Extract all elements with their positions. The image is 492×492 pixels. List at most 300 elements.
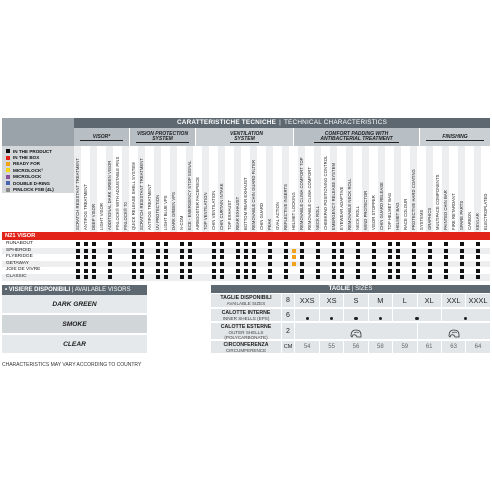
feature-marker: [476, 262, 480, 266]
column-header: [362, 146, 369, 232]
column-header: [338, 146, 345, 232]
feature-marker: [300, 275, 304, 279]
column-header: [138, 146, 145, 232]
feature-marker: [476, 269, 480, 273]
visor-smoke: [2, 315, 147, 334]
column-headers: [74, 146, 490, 232]
column-header: [218, 146, 225, 232]
feature-marker: [76, 275, 80, 279]
feature-marker: [140, 262, 144, 266]
feature-marker: [388, 255, 392, 259]
column-header-label: CHIN GUARD: [259, 202, 264, 230]
column-header: [154, 146, 161, 232]
feature-marker: [284, 249, 288, 253]
feature-marker: [292, 255, 296, 259]
feature-marker: [188, 249, 192, 253]
inner-shell-dot: [319, 309, 343, 321]
feature-marker: [156, 242, 160, 246]
sizes-row-label: [211, 309, 281, 321]
group-header-row: [74, 128, 490, 146]
column-header-label: CHEEKPAD POSITIONING CONTROL: [323, 155, 328, 230]
column-header-label: RACE COLOUR: [403, 198, 408, 230]
size-label: XS: [326, 296, 337, 305]
group-visor: [74, 128, 130, 146]
column-header-label: ELECTROPLATED: [483, 193, 488, 230]
feature-marker: [412, 262, 416, 266]
header-corner: [2, 118, 74, 146]
column-header-label: WIND PROTECTOR: [363, 190, 368, 230]
feature-marker: [300, 269, 304, 273]
column-header: [298, 146, 305, 232]
legend-item: [6, 186, 74, 192]
feature-marker: [132, 249, 136, 253]
feature-marker: [92, 269, 96, 273]
feature-marker: [244, 249, 248, 253]
column-header: [450, 146, 457, 232]
group-comfort-label: COMFORT PADDING WITH ANTIBACTERIAL TREATMENT: [314, 132, 399, 143]
column-header-label: DEEP VISOR: [91, 203, 96, 230]
sizes-row: [211, 309, 490, 322]
sizes-row-count: 6: [286, 312, 290, 319]
feature-marker: [132, 242, 136, 246]
visor-label: SMOKE: [62, 321, 87, 328]
feature-marker: [428, 269, 432, 273]
group-ventilation: [196, 128, 294, 146]
column-header-label: QUICK RELEASE SHELL SYSTEM: [131, 162, 136, 230]
feature-marker: [356, 262, 360, 266]
feature-marker: [444, 242, 448, 246]
feature-marker: [180, 255, 184, 259]
sizes-row: [211, 341, 490, 354]
sizes-row-count: 8: [286, 297, 290, 304]
legend-swatch: [6, 181, 10, 185]
column-header: [330, 146, 337, 232]
feature-marker: [476, 242, 480, 246]
feature-marker: [212, 275, 216, 279]
column-header-label: REMOVABLE NECK ROLL: [347, 178, 352, 230]
feature-marker: [476, 275, 480, 279]
product-row: [2, 274, 490, 281]
feature-marker: [316, 275, 320, 279]
feature-marker: [180, 275, 184, 279]
feature-marker: [356, 275, 360, 279]
feature-marker: [412, 255, 416, 259]
sizes-row-title: CALOTTE ESTERNE: [220, 324, 272, 330]
feature-marker: [164, 255, 168, 259]
column-header-label: REMOVABLE CLIMA COMFORT: [307, 167, 312, 230]
product-row: [2, 261, 490, 268]
column-header: [106, 146, 113, 232]
legend-label: READY FOR: [13, 161, 40, 167]
sizes-row-label: [211, 294, 281, 307]
feature-marker: [164, 242, 168, 246]
feature-marker: [132, 262, 136, 266]
column-header-label: SPARE PARTS: [459, 200, 464, 230]
feature-marker: [476, 255, 480, 259]
inner-shell-dot: [393, 309, 442, 321]
column-header-label: BOTTOM REAR EXHAUST: [243, 177, 248, 230]
inner-shell-dot: [295, 309, 319, 321]
column-header: [370, 146, 377, 232]
feature-marker: [284, 275, 288, 279]
feature-marker: [244, 262, 248, 266]
feature-marker: [220, 269, 224, 273]
feature-marker: [396, 249, 400, 253]
group-finishing-label: FINISHING: [426, 135, 484, 141]
feature-marker: [252, 275, 256, 279]
column-header-label: KEVLAR: [475, 213, 480, 230]
feature-marker: [340, 269, 344, 273]
feature-marker: [156, 255, 160, 259]
column-header: [82, 146, 89, 232]
feature-marker: [332, 275, 336, 279]
feature-marker: [220, 275, 224, 279]
legend-swatch: [6, 168, 10, 172]
column-header: [482, 146, 489, 232]
column-header: [282, 146, 289, 232]
group-ventilation-label: VENTILATION SYSTEM: [230, 131, 263, 142]
feature-marker: [140, 275, 144, 279]
feature-marker: [156, 262, 160, 266]
helmet-icon: [295, 323, 417, 339]
column-header: [226, 146, 233, 232]
feature-marker: [372, 242, 376, 246]
size-label: XL: [424, 296, 434, 305]
title-english: TECHNICAL CHARACTERISTICS: [283, 119, 388, 126]
legend-swatch: [6, 175, 10, 179]
column-header: [410, 146, 417, 232]
column-header-label: UV PROTECTION: [155, 194, 160, 230]
feature-marker: [76, 262, 80, 266]
feature-marker: [268, 262, 272, 266]
feature-marker: [188, 242, 192, 246]
feature-marker: [92, 262, 96, 266]
product-name: CLASSIC: [6, 273, 27, 279]
column-header: [210, 146, 217, 232]
column-header-label: ECE - EMERGENCY STOP SIGNAL: [187, 160, 192, 230]
size-label: XXL: [446, 296, 461, 305]
column-header: [170, 146, 177, 232]
feature-marker: [140, 255, 144, 259]
sizes-header: TAGLIE | SIZES: [211, 285, 490, 293]
sizes-row-title: TAGLIE DISPONIBILI: [220, 295, 272, 301]
feature-marker: [244, 275, 248, 279]
feature-marker: [372, 275, 376, 279]
column-header-label: REMOVABLE CLIMA COMFORT TOP: [299, 157, 304, 230]
feature-marker: [76, 249, 80, 253]
feature-marker: [212, 242, 216, 246]
feature-marker: [92, 249, 96, 253]
column-header: [274, 146, 281, 232]
feature-marker: [412, 249, 416, 253]
column-header: [354, 146, 361, 232]
feature-marker: [396, 269, 400, 273]
feature-marker: [236, 262, 240, 266]
column-header: [386, 146, 393, 232]
column-header: [306, 146, 313, 232]
column-header-label: GRAPHICS: [427, 207, 432, 230]
column-header: [418, 146, 425, 232]
size-label: L: [402, 296, 407, 305]
feature-marker: [372, 269, 376, 273]
feature-marker: [76, 269, 80, 273]
column-header: [90, 146, 97, 232]
feature-marker: [132, 269, 136, 273]
feature-marker: [92, 275, 96, 279]
feature-marker: [460, 242, 464, 246]
product-row: [2, 248, 490, 255]
feature-marker: [300, 255, 304, 259]
feature-marker: [356, 255, 360, 259]
sizes-row-count: 2: [286, 328, 290, 335]
column-header: [466, 146, 473, 232]
column-header-label: REAR EXHAUST: [235, 196, 240, 230]
feature-marker: [428, 262, 432, 266]
circumference-value: 63: [450, 344, 457, 350]
inner-shell-dot: [368, 309, 392, 321]
column-header: [290, 146, 297, 232]
feature-marker: [156, 275, 160, 279]
column-header-label: ANTIFOG TREATMENT: [147, 184, 152, 230]
feature-marker: [428, 275, 432, 279]
group-finishing: [420, 128, 490, 146]
feature-marker: [388, 249, 392, 253]
product-name: JOIE DE VIVRE: [6, 267, 41, 273]
column-header-label: NECK ROLL: [315, 205, 320, 230]
visors-title-english: AVAILABLE VISORS: [74, 287, 131, 293]
feature-marker: [236, 269, 240, 273]
product-row: [2, 254, 490, 261]
feature-marker: [388, 242, 392, 246]
column-header: [474, 146, 481, 232]
feature-marker: [332, 269, 336, 273]
feature-marker: [284, 262, 288, 266]
feature-marker: [236, 275, 240, 279]
group-comfort-padding: [294, 128, 420, 146]
column-header: [162, 146, 169, 232]
feature-marker: [164, 275, 168, 279]
feature-marker: [220, 255, 224, 259]
column-header-label: OVAL ACTION: [275, 201, 280, 230]
column-header-label: DARK GREEN VPS: [171, 192, 176, 230]
column-header-label: TOP EXHAUST: [227, 200, 232, 230]
sizes-row: [211, 294, 490, 308]
feature-marker: [180, 262, 184, 266]
column-header-label: LIGHT VISOR: [99, 203, 104, 230]
feature-marker: [212, 262, 216, 266]
feature-marker: [340, 262, 344, 266]
feature-marker: [188, 255, 192, 259]
column-header: [74, 146, 81, 232]
legend-swatch: [6, 162, 10, 166]
column-header: [394, 146, 401, 232]
column-header-label: HELMET BAG: [395, 202, 400, 230]
column-header: [402, 146, 409, 232]
sizes-row-count: CM: [283, 344, 293, 350]
feature-marker: [412, 242, 416, 246]
feature-marker: [332, 262, 336, 266]
feature-marker: [220, 242, 224, 246]
feature-marker: [292, 262, 296, 266]
feature-marker: [300, 242, 304, 246]
feature-marker: [108, 275, 112, 279]
feature-marker: [444, 275, 448, 279]
visors-title-italian: VISIERE DISPONIBILI: [8, 287, 71, 293]
feature-marker: [388, 275, 392, 279]
column-header-label: EMERGENCY RELEASE SYSTEM: [331, 163, 336, 230]
title-italian: CARATTERISTICHE TECNICHE: [176, 119, 277, 126]
feature-marker: [164, 249, 168, 253]
column-header: [202, 146, 209, 232]
visor-label: DARK GREEN: [52, 301, 97, 308]
feature-marker: [356, 242, 360, 246]
column-header: [434, 146, 441, 232]
column-header: [442, 146, 449, 232]
column-header-label: CARBON: [467, 211, 472, 230]
column-header: [426, 146, 433, 232]
feature-marker: [92, 242, 96, 246]
feature-marker: [388, 262, 392, 266]
column-header-label: N-COM: [179, 215, 184, 230]
column-header: [178, 146, 185, 232]
feature-marker: [180, 242, 184, 246]
feature-marker: [236, 255, 240, 259]
size-label: XXXL: [468, 296, 488, 305]
feature-marker: [412, 269, 416, 273]
legend-label: MICROLOCK: [13, 174, 42, 180]
feature-marker: [84, 275, 88, 279]
feature-marker: [460, 249, 464, 253]
column-header: [258, 146, 265, 232]
feature-marker: [444, 255, 448, 259]
feature-marker: [236, 249, 240, 253]
feature-marker: [156, 249, 160, 253]
column-header-label: TOP HELMET BAG: [387, 192, 392, 230]
feature-marker: [236, 242, 240, 246]
legend-swatch: [6, 149, 10, 153]
feature-marker: [76, 242, 80, 246]
feature-marker: [300, 249, 304, 253]
sizes-row-title: CIRCONFERENZA: [223, 342, 269, 348]
column-header-label: ADDITIONAL DARK GREEN VISOR: [107, 160, 112, 230]
feature-marker: [428, 255, 432, 259]
column-header: [146, 146, 153, 232]
circumference-value: 61: [425, 344, 433, 350]
product-name: GETAWAY: [6, 260, 29, 266]
column-header: [322, 146, 329, 232]
column-header: [114, 146, 121, 232]
feature-marker: [428, 242, 432, 246]
visor-label: CLEAR: [63, 341, 86, 348]
column-header-label: REMOVABLE CHIN GUARD FILTER: [251, 159, 256, 230]
sizes-table: [211, 285, 490, 355]
feature-marker: [340, 242, 344, 246]
column-header-label: CHIN VENTILATION: [211, 190, 216, 230]
legend-label: MICROLOCK²: [13, 167, 43, 173]
circumference-value: 55: [328, 344, 335, 350]
column-header-label: NECK ROLL: [355, 205, 360, 230]
feature-marker: [268, 255, 272, 259]
feature-marker: [316, 242, 320, 246]
characteristics-banner: CARATTERISTICHE TECNICHE | TECHNICAL CHARACTERISTICS: [74, 118, 490, 128]
sizes-row-label: [211, 341, 281, 353]
product-rows: [2, 241, 490, 281]
circumference-value: 54: [303, 344, 311, 350]
column-header: [378, 146, 385, 232]
country-note: CHARACTERISTICS MAY VARY ACCORDING TO COUNTRY: [2, 362, 142, 368]
feature-marker: [340, 255, 344, 259]
column-header-label: MULTIPACE COMPONENTS: [435, 174, 440, 230]
column-header: [458, 146, 465, 232]
feature-marker: [396, 262, 400, 266]
legend-label: IN THE BOX: [13, 155, 40, 161]
feature-marker: [332, 249, 336, 253]
column-header-label: TOP VENTILATION: [203, 192, 208, 230]
sizes-row: [211, 323, 490, 340]
feature-marker: [396, 275, 400, 279]
feature-marker: [316, 255, 320, 259]
product-row: [2, 267, 490, 274]
column-header-label: PINLOCK® 70: [123, 202, 128, 230]
column-header: [186, 146, 193, 232]
column-header: [346, 146, 353, 232]
sizes-title-italian: TAGLIE: [328, 286, 351, 292]
feature-marker: [252, 255, 256, 259]
feature-marker: [268, 275, 272, 279]
feature-marker: [244, 242, 248, 246]
feature-marker: [140, 269, 144, 273]
feature-marker: [244, 255, 248, 259]
feature-marker: [108, 269, 112, 273]
feature-marker: [284, 242, 288, 246]
feature-marker: [444, 249, 448, 253]
feature-marker: [332, 255, 336, 259]
feature-marker: [84, 269, 88, 273]
legend-label: PINLOCK FSB (4L): [13, 187, 54, 193]
column-header-label: LIGHT BLUE VPS: [163, 195, 168, 230]
helmet-icon: [417, 323, 490, 339]
feature-marker: [84, 262, 88, 266]
inner-shell-dot: [344, 309, 368, 321]
column-header-label: PROTECTIVE HARD COATING: [411, 169, 416, 230]
feature-marker: [476, 249, 480, 253]
column-header: [266, 146, 273, 232]
feature-marker: [356, 249, 360, 253]
feature-marker: [300, 262, 304, 266]
sizes-row-subtitle: OUTER SHELLS (POLYCARBONATE): [224, 330, 268, 340]
feature-marker: [268, 269, 272, 273]
column-header-label: FIRE RETARDANT: [451, 193, 456, 230]
column-header-label: SYSTEMS: [419, 209, 424, 230]
group-vision-protection: [130, 128, 196, 146]
column-header: [194, 146, 201, 232]
feature-marker: [316, 262, 320, 266]
feature-marker: [212, 255, 216, 259]
feature-marker: [180, 269, 184, 273]
feature-marker: [252, 269, 256, 273]
feature-marker: [188, 262, 192, 266]
feature-marker: [108, 262, 112, 266]
visor-clear: [2, 335, 147, 354]
feature-marker: [356, 269, 360, 273]
group-visor-label: VISOR*: [80, 135, 123, 141]
feature-marker: [268, 242, 272, 246]
circumference-value: 56: [352, 344, 360, 350]
feature-marker: [284, 269, 288, 273]
feature-marker: [412, 275, 416, 279]
inner-shell-dot: [441, 309, 490, 321]
circumference-value: 64: [474, 344, 482, 350]
